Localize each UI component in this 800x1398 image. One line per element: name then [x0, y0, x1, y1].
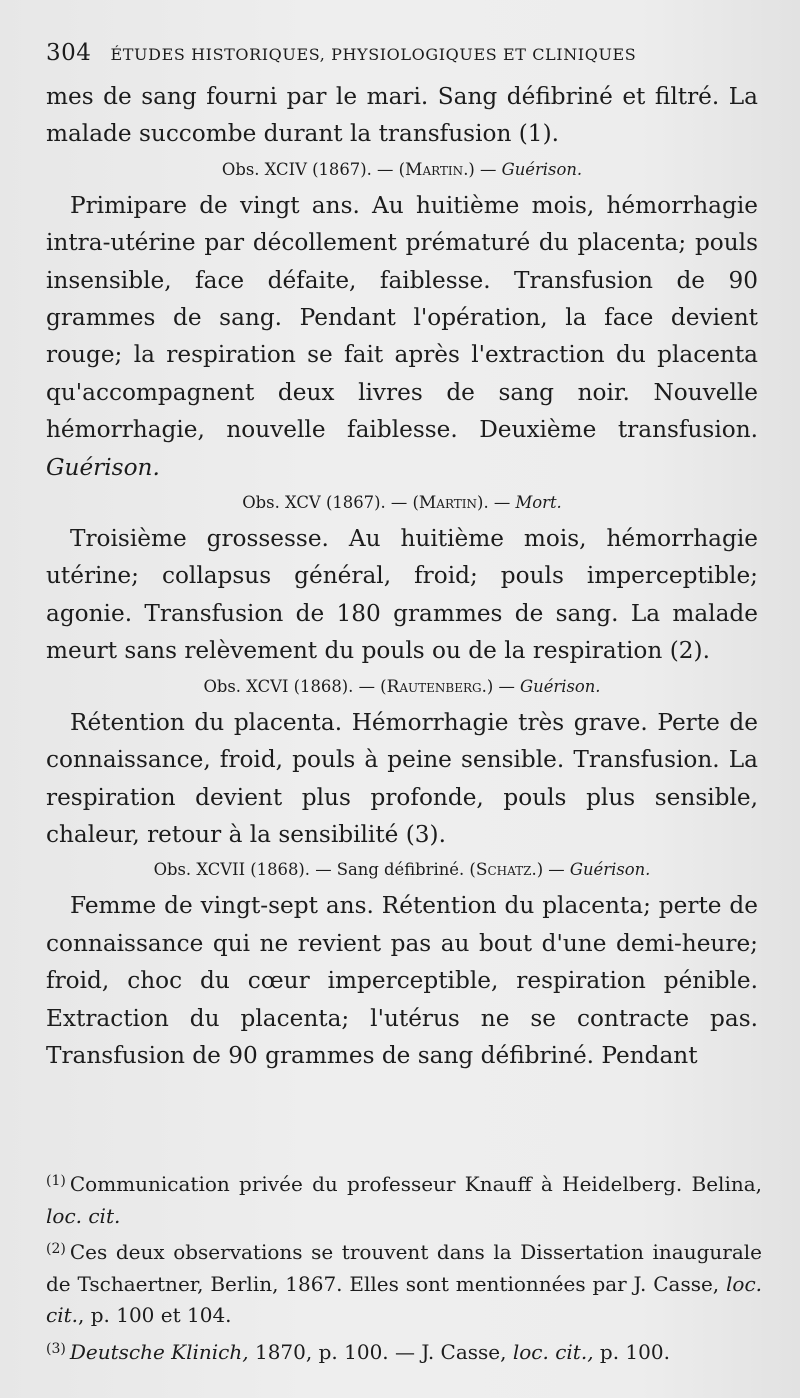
footnote-1 — [46, 1166, 762, 1232]
observation-paragraph-97 — [46, 887, 758, 1074]
obs-97-author: Schatz — [475, 860, 532, 881]
obs-94-outcome: Guérison. — [501, 159, 583, 179]
observation-paragraph-94 — [46, 187, 758, 486]
footnote-3-mark: (3) — [46, 1340, 66, 1357]
para-94-text: Primipare de vingt ans. Au huitième mois, hémorrhagie intra-utérine par décollement prématuré du placenta; pouls insensible, face défaite, faiblesse. Transfusion de 90 grammes de sang. Pendant l'opération, la face devient rouge; la respiration se fait après l'extraction du placenta qu'accompagnent deux livres de sang noir. Nouvelle hémorrhagie, nouvelle faiblesse. Deuxième transfusion. — [46, 191, 758, 444]
continuation-text: mes de sang fourni par le mari. Sang défibriné et filtré. La malade succombe durant la transfusion — [46, 83, 758, 148]
footnote-2-italic-a: loc. cit. — [46, 1271, 762, 1327]
obs-94-sep: .) — — [463, 159, 502, 179]
observation-paragraph-95 — [46, 520, 758, 670]
footnote-ref-3: (3) — [405, 820, 439, 848]
page-number: 304 — [46, 40, 92, 66]
main-text — [46, 78, 758, 1074]
obs-94-label: Obs. XCIV (1867). — ( — [221, 159, 406, 179]
observation-paragraph-96 — [46, 704, 758, 854]
obs-94-author: Martin — [405, 159, 464, 180]
footnote-1-text-a: Communication privée du professeur Knauff à Heidelberg. Belina, — [69, 1172, 762, 1196]
footnote-1-italic-a: loc. cit. — [46, 1203, 121, 1228]
footnote-ref-1: (1) — [518, 120, 552, 148]
observation-heading-95 — [46, 489, 758, 517]
footnote-3-text-c: p. 100. — [593, 1339, 670, 1364]
obs-97-outcome: Guérison. — [569, 860, 651, 880]
observation-heading-97 — [46, 856, 758, 884]
para-97-text: Femme de vingt-sept ans. Rétention du placenta; perte de connaissance qui ne revient pas au bout d'une demi-heure; froid, choc du cœur imperceptible, respiration pénible. Extraction du placenta; l'utérus ne se contracte pas. Transfusion de 90 grammes de sang défibriné. Pendant — [46, 892, 758, 1069]
obs-96-label: Obs. XCVI (1868). — ( — [203, 676, 387, 696]
observation-heading-96 — [46, 673, 758, 701]
footnote-2-text-a: Ces deux observations se trouvent dans la Dissertation inaugurale de Tschaertner, Berlin, 1867. Elles sont mentionnées par J. Casse, — [46, 1240, 762, 1296]
footnote-2 — [46, 1234, 762, 1332]
para-95-tail: . — [702, 637, 710, 665]
obs-97-label: Obs. XCVII (1868). — Sang défibriné. ( — [153, 860, 476, 880]
footnote-3-italic-b: loc. cit., — [512, 1339, 594, 1364]
obs-95-author: Martin — [418, 493, 478, 514]
observation-heading-94 — [46, 156, 758, 184]
obs-97-sep: .) — — [531, 860, 570, 880]
para-96-tail: . — [438, 820, 446, 848]
footnote-ref-2: (2) — [669, 637, 703, 665]
footnote-2-text-b: , p. 100 et 104. — [78, 1303, 232, 1327]
obs-95-outcome: Mort. — [515, 493, 562, 513]
footnote-3-text-b: 1870, p. 100. — J. Casse, — [248, 1339, 513, 1364]
footnotes — [46, 1166, 762, 1370]
footnote-1-mark: (1) — [46, 1173, 66, 1189]
footnote-3 — [46, 1334, 762, 1369]
footnote-3-italic-a: Deutsche Klinich, — [69, 1339, 249, 1364]
running-head: ÉTUDES HISTORIQUES, PHYSIOLOGIQUES ET CLINIQUES — [110, 45, 637, 64]
obs-96-outcome: Guérison. — [520, 676, 601, 696]
obs-95-sep: ). — — [477, 493, 516, 513]
continuation-tail: . — [551, 120, 559, 148]
footnote-2-mark: (2) — [46, 1241, 66, 1257]
continuation-paragraph — [46, 78, 758, 153]
para-94-outcome: Guérison. — [46, 453, 160, 481]
para-96-text: Rétention du placenta. Hémorrhagie très grave. Perte de connaissance, froid, pouls à peine sensible. Transfusion. La respiration devient plus profonde, pouls plus sensible, chaleur, retour à la sensibilité — [46, 708, 758, 848]
obs-96-author: Rautenberg — [386, 676, 482, 697]
page-header — [46, 40, 766, 70]
para-95-text: Troisième grossesse. Au huitième mois, hémorrhagie utérine; collapsus général, froid; pouls imperceptible; agonie. Transfusion de 180 grammes de sang. La malade meurt sans relèvement du pouls ou de la respiration — [46, 525, 758, 665]
obs-96-sep: .) — — [481, 676, 521, 696]
obs-95-label: Obs. XCV (1867). — ( — [242, 493, 419, 513]
